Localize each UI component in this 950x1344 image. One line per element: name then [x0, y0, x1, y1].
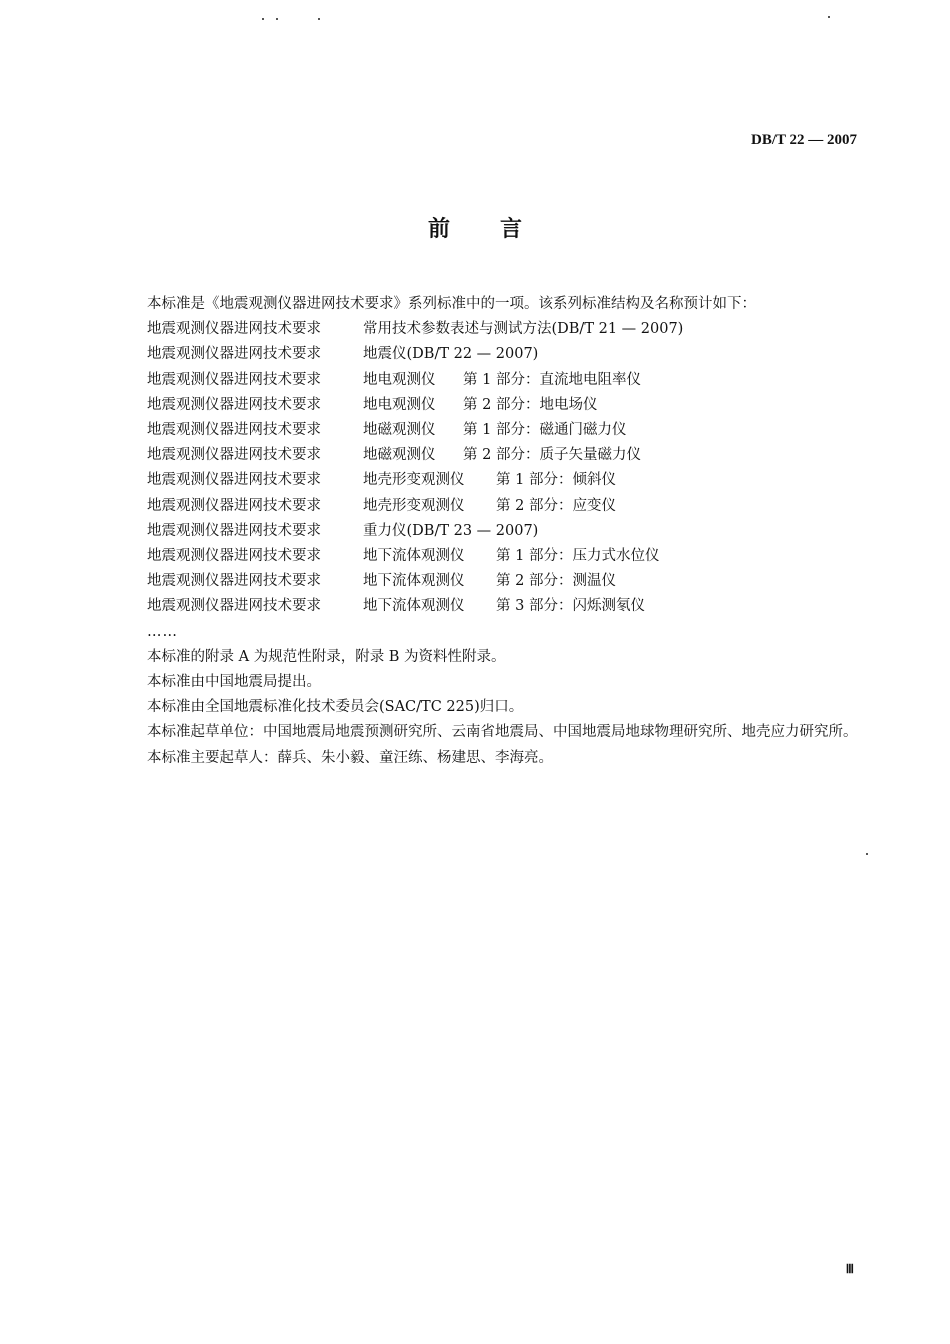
series-item	[113, 569, 861, 594]
series-title: 地电观测仪	[363, 396, 436, 413]
standard-code: DB/T 22 — 2007	[751, 132, 857, 148]
series-part: 第 1 部分：倾斜仪	[496, 472, 616, 489]
series-part: 第 1 部分：压力式水位仪	[496, 548, 660, 565]
series-item	[113, 443, 861, 468]
series-part: 第 2 部分：测温仪	[496, 573, 616, 590]
scan-speck	[866, 853, 868, 855]
series-prefix: 地震观测仪器进网技术要求	[147, 321, 321, 338]
series-part: 第 2 部分：地电场仪	[463, 396, 598, 413]
series-title: 地震仪(DB/T 22 — 2007)	[363, 346, 539, 363]
series-title: 地壳形变观测仪	[363, 472, 465, 489]
series-item	[113, 544, 861, 569]
drafters-paragraph: 本标准主要起草人：薛兵、朱小毅、童汪练、杨建思、李海亮。	[147, 749, 553, 766]
preface-body	[113, 292, 861, 771]
series-item	[113, 317, 861, 342]
series-item	[113, 393, 861, 418]
series-title: 地磁观测仪	[363, 447, 436, 464]
page-number: Ⅲ	[845, 1262, 854, 1276]
scan-speck	[276, 18, 278, 20]
series-item	[113, 368, 861, 393]
series-prefix: 地震观测仪器进网技术要求	[147, 497, 321, 514]
series-title: 地磁观测仪	[363, 422, 436, 439]
series-part: 第 1 部分：直流地电阻率仪	[463, 371, 641, 388]
scan-speck	[828, 16, 830, 18]
series-prefix: 地震观测仪器进网技术要求	[147, 447, 321, 464]
series-part: 第 2 部分：应变仪	[496, 497, 616, 514]
scan-speck	[262, 18, 264, 20]
series-item	[113, 594, 861, 619]
series-list	[113, 317, 861, 619]
series-title: 地电观测仪	[363, 371, 436, 388]
series-part: 第 2 部分：质子矢量磁力仪	[463, 447, 641, 464]
series-title: 地下流体观测仪	[363, 573, 465, 590]
series-part: 第 1 部分：磁通门磁力仪	[463, 422, 627, 439]
series-title: 重力仪(DB/T 23 — 2007)	[363, 522, 539, 539]
series-prefix: 地震观测仪器进网技术要求	[147, 371, 321, 388]
series-part: 第 3 部分：闪烁测氡仪	[496, 598, 645, 615]
series-item	[113, 494, 861, 519]
series-title: 常用技术参数表述与测试方法(DB/T 21 — 2007)	[363, 321, 684, 338]
series-prefix: 地震观测仪器进网技术要求	[147, 573, 321, 590]
series-prefix: 地震观测仪器进网技术要求	[147, 346, 321, 363]
series-item	[113, 468, 861, 493]
series-prefix: 地震观测仪器进网技术要求	[147, 598, 321, 615]
series-item	[113, 519, 861, 544]
series-item	[113, 418, 861, 443]
annex-paragraph: 本标准的附录 A 为规范性附录，附录 B 为资料性附录。	[147, 648, 506, 665]
series-item	[113, 342, 861, 367]
page-title: 前言	[427, 217, 572, 242]
committee-paragraph: 本标准由全国地震标准化技术委员会(SAC/TC 225)归口。	[147, 699, 524, 716]
series-prefix: 地震观测仪器进网技术要求	[147, 396, 321, 413]
series-prefix: 地震观测仪器进网技术要求	[147, 472, 321, 489]
series-title: 地下流体观测仪	[363, 598, 465, 615]
series-title: 地壳形变观测仪	[363, 497, 465, 514]
series-ellipsis: ……	[147, 623, 178, 640]
series-prefix: 地震观测仪器进网技术要求	[147, 422, 321, 439]
series-title: 地下流体观测仪	[363, 548, 465, 565]
proposer-paragraph: 本标准由中国地震局提出。	[147, 674, 321, 691]
series-prefix: 地震观测仪器进网技术要求	[147, 548, 321, 565]
drafting-units-paragraph: 本标准起草单位：中国地震局地震预测研究所、云南省地震局、中国地震局地球物理研究所、地壳应力研究所。	[147, 724, 858, 741]
intro-paragraph: 本标准是《地震观测仪器进网技术要求》系列标准中的一项。该系列标准结构及名称预计如下：	[147, 296, 756, 312]
series-prefix: 地震观测仪器进网技术要求	[147, 522, 321, 539]
scan-speck	[318, 18, 320, 20]
